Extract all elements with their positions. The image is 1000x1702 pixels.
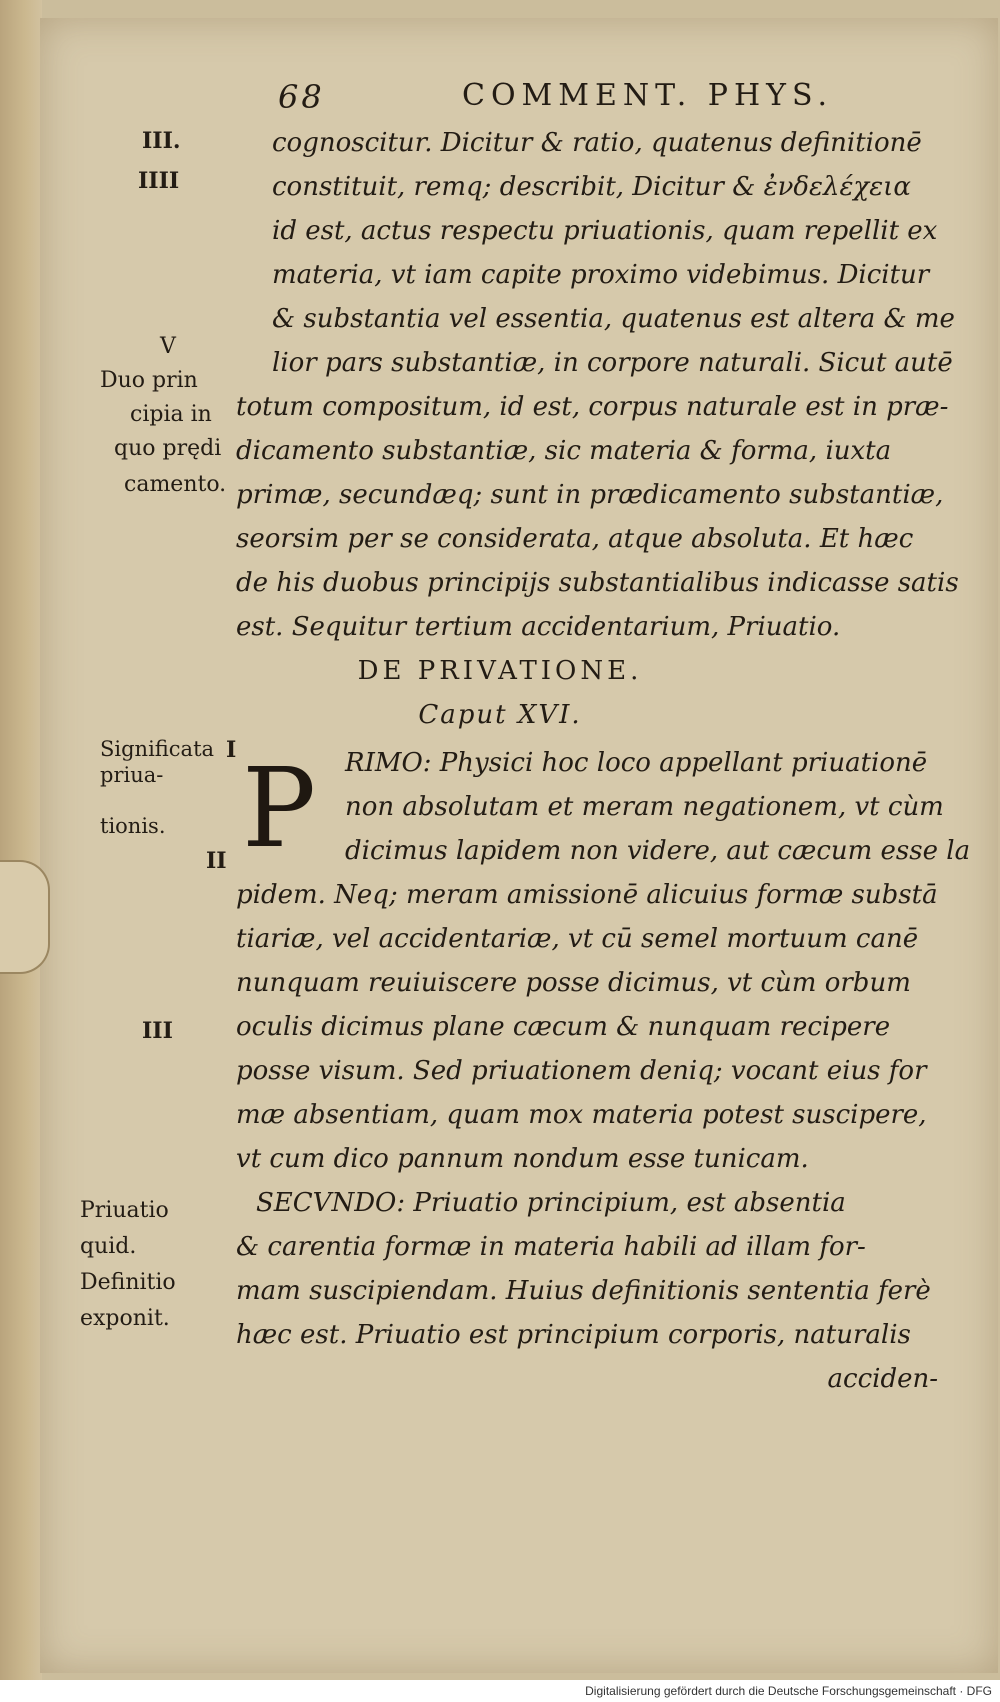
text-line: est. Sequitur tertium accidentarium, Priuatio. (236, 612, 841, 642)
text-line: primæ, secundæq; sunt in prædicamento substantiæ, (236, 480, 944, 510)
text-line: dicimus lapidem non videre, aut cæcum esse la (345, 836, 971, 866)
margin-note-line: tionis. (100, 814, 166, 838)
margin-numeral: III (142, 1018, 173, 1044)
text-line: lior pars substantiæ, in corpore naturali. Sicut autē (272, 348, 953, 378)
text-line: mam suscipiendam. Huius definitionis sententia ferè (236, 1276, 931, 1306)
decorated-initial: P (242, 744, 317, 872)
margin-note-line: cipia in (130, 402, 212, 427)
text-line: materia, vt iam capite proximo videbimus. Dicitur (272, 260, 930, 290)
text-line: dicamento substantiæ, sic materia & forma, iuxta (236, 436, 892, 466)
text-line: mæ absentiam, quam mox materia potest suscipere, (236, 1100, 927, 1130)
margin-note-line: camento. (124, 472, 227, 497)
text-line: posse visum. Sed priuationem deniq; vocant eius for (236, 1056, 927, 1086)
margin-note-line: exponit. (80, 1306, 170, 1331)
text-line: & substantia vel essentia, quatenus est altera & me (272, 304, 955, 334)
margin-note-line: quid. (80, 1234, 137, 1259)
chapter-label: Caput XVI. (418, 700, 582, 730)
text-line: tiariæ, vel accidentariæ, vt cū semel mortuum canē (236, 924, 919, 954)
text-line: oculis dicimus plane cæcum & nunquam recipere (236, 1012, 891, 1042)
margin-note-line: Duo prin (100, 368, 198, 393)
digitization-credit: Digitalisierung gefördert durch die Deutsche Forschungsgemeinschaft · DFG (585, 1684, 992, 1698)
margin-note-line: Priuatio (80, 1198, 169, 1223)
text-line: RIMO: Physici hoc loco appellant priuationē (345, 748, 928, 778)
margin-numeral: II (206, 848, 227, 874)
text-line: cognoscitur. Dicitur & ratio, quatenus definitionē (272, 128, 922, 158)
text-line: vt cum dico pannum nondum esse tunicam. (236, 1144, 809, 1174)
margin-numeral: III. (142, 128, 181, 154)
text-line: pidem. Neq; meram amissionē alicuius formæ substā (236, 880, 938, 910)
section-title: DE PRIVATIONE. (357, 656, 643, 686)
text-line: id est, actus respectu priuationis, quam repellit ex (272, 216, 938, 246)
margin-note-line: Definitio (80, 1270, 176, 1295)
text-line: nunquam reuiuiscere posse dicimus, vt cùm orbum (236, 968, 911, 998)
page-clasp-tab (0, 860, 50, 974)
text-line: non absolutam et meram negationem, vt cùm (345, 792, 944, 822)
text-line: seorsim per se considerata, atque absoluta. Et hæc (236, 524, 914, 554)
margin-numeral: I (226, 737, 237, 763)
margin-numeral: IIII (138, 168, 180, 194)
running-title: COMMENT. PHYS. (462, 78, 833, 113)
margin-note-line: Significata priua- (100, 737, 215, 787)
text-line: & carentia formæ in materia habili ad illam for- (236, 1232, 866, 1262)
text-line: hæc est. Priuatio est principium corporis, naturalis (236, 1320, 911, 1350)
text-line: totum compositum, id est, corpus naturale est in præ- (236, 392, 949, 422)
text-line: constituit, remq; describit, Dicitur & ἐνδελέχεια (272, 172, 911, 202)
catchword: acciden- (827, 1364, 938, 1394)
book-spine-edge (0, 0, 42, 1680)
text-line: de his duobus principijs substantialibus indicasse satis (236, 568, 959, 598)
margin-note-line: quo prędi (114, 436, 222, 461)
margin-numeral: V (160, 334, 176, 359)
page-number: 68 (278, 78, 325, 116)
text-line: SECVNDO: Priuatio principium, est absentia (256, 1188, 846, 1218)
